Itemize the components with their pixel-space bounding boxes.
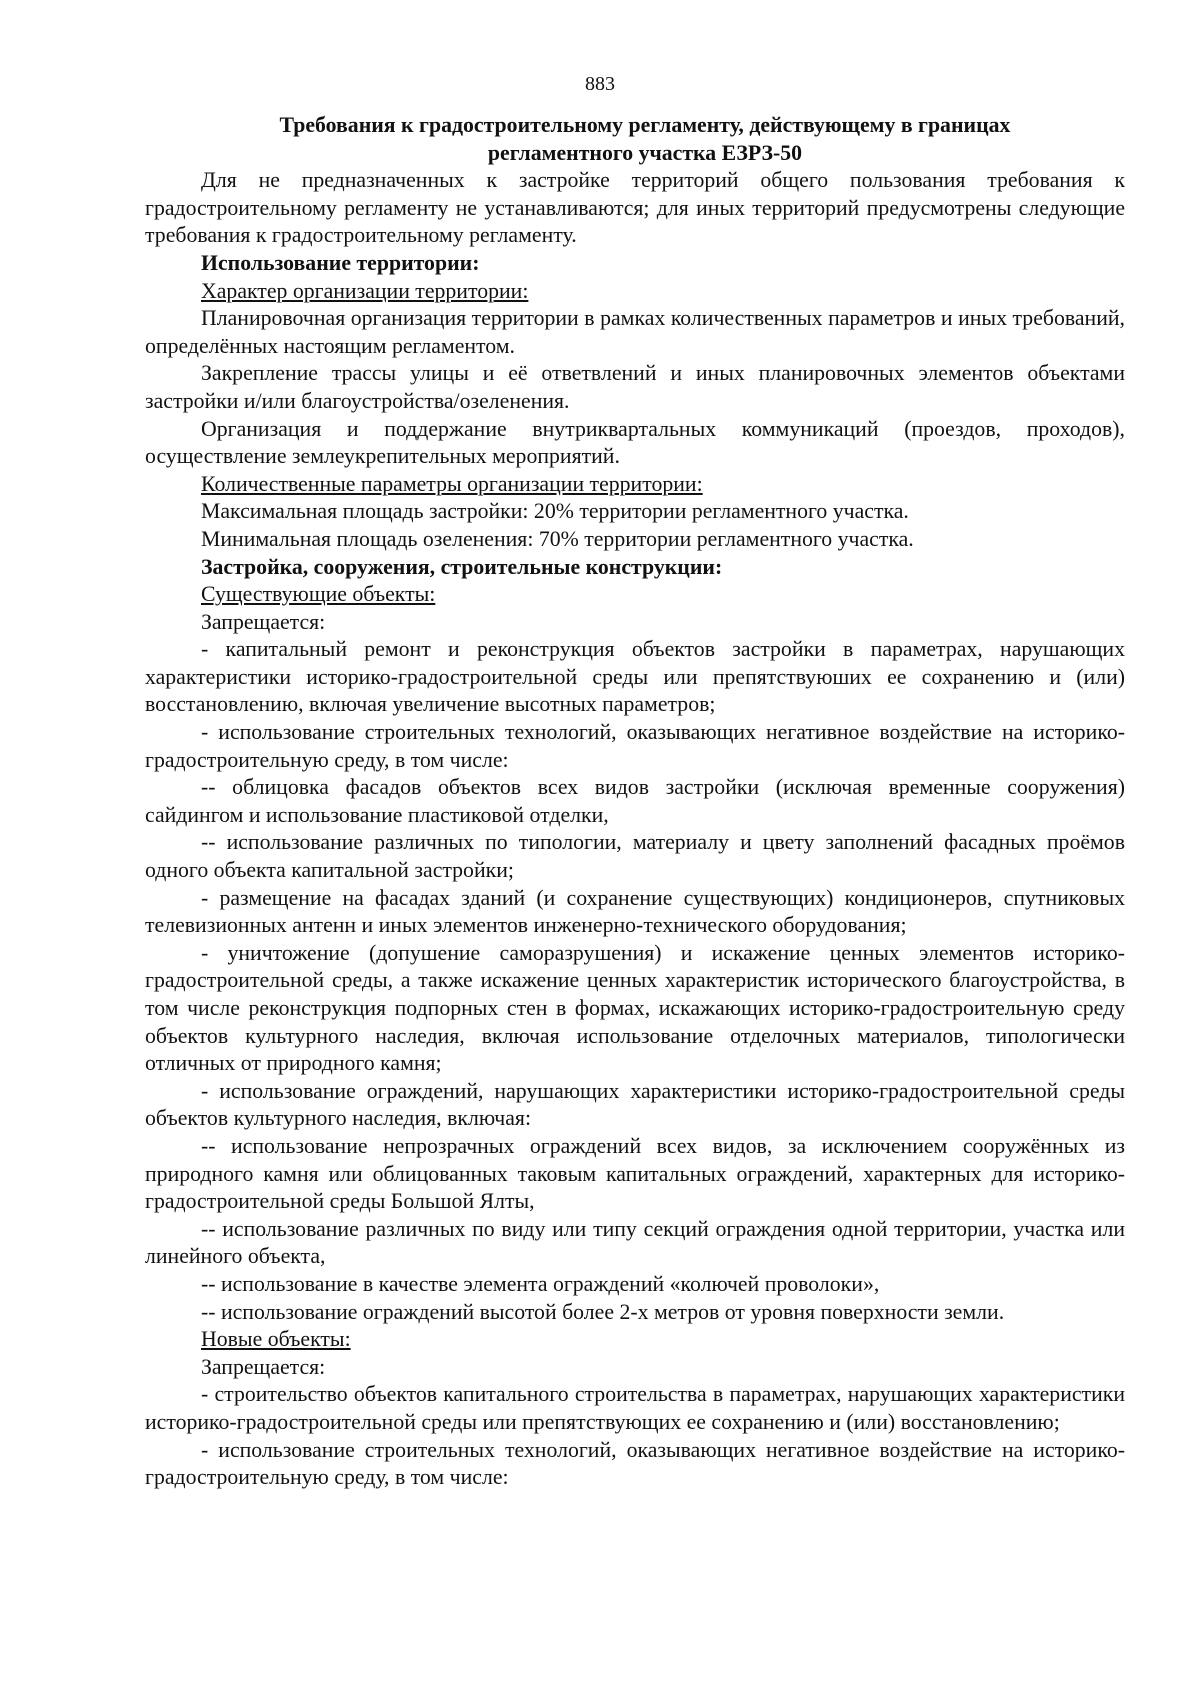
section-heading-construction: Застройка, сооружения, строительные конструкции: xyxy=(201,554,723,579)
list-item: - строительство объектов капитального строительства в параметрах, нарушающих характеристики историко-градостроительной среды или препятствующих ее сохранению и (или) восстановлению; xyxy=(145,1382,1125,1434)
list-item: -- использование различных по виду или типу секций ограждения одной территории, участка или линейного объекта, xyxy=(145,1216,1125,1269)
prohibited-label: Запрещается: xyxy=(201,1354,326,1379)
intro-paragraph: Для не предназначенных к застройке территорий общего пользования требования к градостроительному регламенту не устанавливаются; для иных территорий предусмотрены следующие требования к градостроительному регламенту. xyxy=(145,168,1125,248)
page-number: 883 xyxy=(585,73,615,95)
section-heading-territory-use: Использование территории: xyxy=(201,250,480,275)
paragraph: Максимальная площадь застройки: 20% территории регламентного участка. xyxy=(201,499,909,524)
list-item: - размещение на фасадах зданий (и сохранение существующих) кондиционеров, спутниковых телевизионных антенн и иных элементов инженерно-технического оборудования; xyxy=(145,885,1125,938)
document-body xyxy=(145,112,1125,1492)
list-item: - капитальный ремонт и реконструкция объектов застройки в параметрах, нарушающих характеристики историко-градостроительной среды или препятствуюших ее сохранению и (или) восстановлению, включая увеличение высотных параметров; xyxy=(145,637,1125,717)
list-item: -- использование непрозрачных ограждений всех видов, за исключением сооружённых из природного камня или облицованных таковым капитальных ограждений, характерных для историко-градостроительной среды Большой Ялты, xyxy=(145,1133,1125,1214)
paragraph: Закрепление трассы улицы и её ответвлений и иных планировочных элементов объектами застройки и/или благоустройства/озеленения. xyxy=(145,361,1125,413)
prohibited-label: Запрещается: xyxy=(201,609,326,634)
subheading-quantitative-parameters: Количественные параметры организации территории: xyxy=(201,471,703,496)
list-item: -- использование различных по типологии, материалу и цвету заполнений фасадных проёмов одного объекта капитальной застройки; xyxy=(145,830,1125,883)
paragraph: Планировочная организация территории в рамках количественных параметров и иных требований, определённых настоящим регламентом. xyxy=(145,306,1125,358)
paragraph: Организация и поддержание внутриквартальных коммуникаций (проездов, проходов), осуществление землеукрепительных мероприятий. xyxy=(145,416,1125,469)
list-item: - использование ограждений, нарушающих характеристики историко-градостроительной среды объектов культурного наследия, включая: xyxy=(145,1078,1125,1131)
subheading-new-objects: Новые объекты: xyxy=(201,1327,351,1352)
list-item: - использование строительных технологий, оказывающих негативное воздействие на историко-градостроительную среду, в том числе: xyxy=(145,1437,1125,1490)
list-item: -- использование в качестве элемента ограждений «колючей проволоки», xyxy=(201,1271,880,1296)
list-item: - использование строительных технологий, оказывающих негативное воздействие на историко-градостроительную среду, в том числе: xyxy=(145,720,1125,772)
list-item: -- облицовка фасадов объектов всех видов застройки (исключая временные сооружения) сайдингом и использование пластиковой отделки, xyxy=(145,775,1125,827)
list-item: - уничтожение (допушение саморазрушения) и искажение ценных элементов историко-градостроительной среды, а также искажение ценных характеристик исторического благоустройства, в том числе реконструкция подпорных стен в формах, искажающих историко-градостроительную среду объектов культурного наследия, включая использование отделочных материалов, типологически отличных от природного камня; xyxy=(145,940,1125,1076)
title-line-1: Требования к градостроительному регламенту, действующему в границах xyxy=(279,113,1011,137)
subheading-territory-organization: Характер организации территории: xyxy=(201,278,529,303)
list-item: -- использование ограждений высотой более 2-х метров от уровня поверхности земли. xyxy=(201,1299,1005,1324)
title-line-2: регламентного участка ЕЗРЗ-50 xyxy=(487,140,803,165)
paragraph: Минимальная площадь озеленения: 70% территории регламентного участка. xyxy=(201,526,914,551)
subheading-existing-objects: Существующие объекты: xyxy=(201,582,436,607)
document-title xyxy=(145,112,1125,167)
